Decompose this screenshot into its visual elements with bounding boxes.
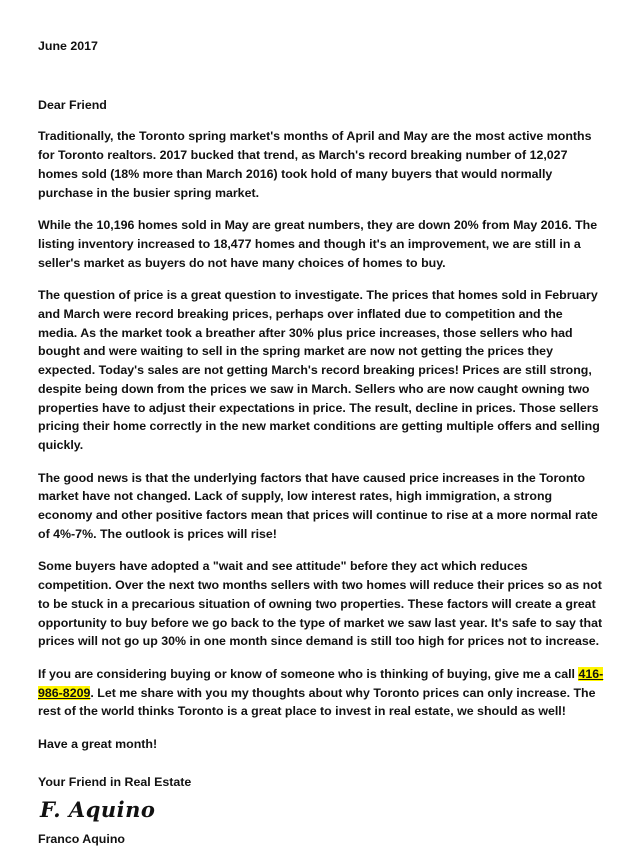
closing-wish: Have a great month! bbox=[38, 735, 604, 754]
handwritten-signature: F. Aquino bbox=[40, 798, 604, 822]
paragraph-may-sales: While the 10,196 homes sold in May are great numbers, they are down 20% from May 2016. The listing inventory increased to 18,477 homes and though it's an improvement, we are still in a seller's market as buyers do not have many choices of homes to buy. bbox=[38, 216, 604, 272]
letter-body bbox=[38, 37, 604, 848]
paragraph-good-news: The good news is that the underlying factors that have caused price increases in the Toronto market have not changed. Lack of supply, low interest rates, high immigration, a strong economy and other positive factors mean that prices will continue to rise at a more normal rate of 4%-7%. The outlook is prices will rise! bbox=[38, 469, 604, 544]
paragraph-spring-market: Traditionally, the Toronto spring market's months of April and May are the most active months for Toronto realtors. 2017 bucked that trend, as March's record breaking number of 12,027 homes sold (18% more than March 2016) took hold of many buyers that would normally purchase in the busier spring market. bbox=[38, 127, 604, 202]
contact-text-after: . Let me share with you my thoughts about why Toronto prices can only increase. The rest of the world thinks Toronto is a great place to invest in real estate, we should as well! bbox=[38, 686, 596, 719]
signer-name: Franco Aquino bbox=[38, 830, 604, 848]
paragraph-price-question: The question of price is a great question to investigate. The prices that homes sold in February and March were record breaking prices, perhaps over inflated due to competition and the media. As the market took a breather after 30% plus price increases, those sellers who had bought and were waiting to sell in the spring market are now not getting the prices they expected. Today's sales are not getting March's record breaking prices! Prices are still strong, despite being down from the prices we saw in March. Sellers who are now caught owning two properties have to adjust their expectations in price. The result, decline in prices. Those sellers pricing their home correctly in the new market conditions are getting multiple offers and selling quickly. bbox=[38, 286, 604, 454]
sign-off: Your Friend in Real Estate bbox=[38, 773, 604, 792]
phone-number-link[interactable]: 416-986-8209 bbox=[38, 667, 603, 700]
salutation: Dear Friend bbox=[38, 96, 604, 115]
letter-date: June 2017 bbox=[38, 37, 604, 56]
paragraph-contact bbox=[38, 665, 604, 721]
paragraph-wait-and-see: Some buyers have adopted a "wait and see attitude" before they act which reduces competition. Over the next two months sellers with two homes will reduce their prices so as not to be stuck in a precarious situation of owning two properties. These factors will create a great opportunity to buy before we go back to the type of market we saw last year. It's safe to say that prices will not go up 30% in one month since demand is still too high for prices not to increase. bbox=[38, 557, 604, 651]
contact-text-before: If you are considering buying or know of someone who is thinking of buying, give me a call bbox=[38, 667, 578, 681]
